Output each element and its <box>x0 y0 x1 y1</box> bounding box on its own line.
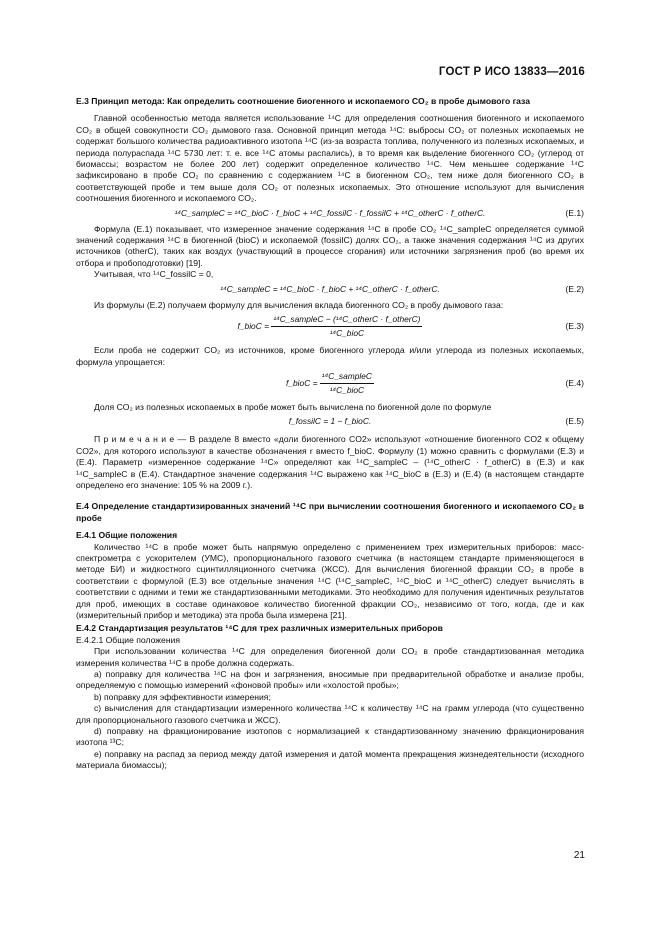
fraction-denominator: ¹⁴C_bioC <box>329 328 365 339</box>
page-number: 21 <box>573 850 585 861</box>
paragraph: Если проба не содержит CO₂ из источников, кроме биогенного углерода и/или углерода из полезных ископаемых, формула упрощается: <box>76 345 584 367</box>
paragraph: При использовании количества ¹⁴C для определения биогенной доли CO₂ в пробе стандартизованная методика измерения количества ¹⁴C в пробе должна содержать. <box>76 646 584 668</box>
equation-number: (E.2) <box>565 283 584 294</box>
equation-formula: f_fossilC = 1 − f_bioC. <box>288 416 372 427</box>
equation-formula <box>76 370 584 397</box>
section-e4-heading: E.4 Определение стандартизированных значений ¹⁴C при вычислении соотношения биогенного и ископаемого CO₂ в пробе <box>76 501 584 523</box>
fraction-numerator: ¹⁴C_sampleC <box>320 370 374 384</box>
equation-e1 <box>76 207 584 222</box>
equation-formula <box>76 313 584 340</box>
paragraph: Главной особенностью метода является использование ¹⁴C для определения соотношения биогенного и ископаемого CO₂ в общей совокупности CO₂ дымового газа. Основной принцип метода ¹⁴C: выбросы CO₂ от полезных ископаемых не содержат большого количества радиоактивного изотопа ¹⁴C (из-за возраста топлива, полученного из полезных ископаемых, и периода полураспада ¹⁴C 5730 лет: т. е. все ¹⁴C атомы распались), в то время как выделение биогенного CO₂ (углерод от биомассы; возрастом не более 200 лет) содержит определенное количество ¹⁴C. Чем меньшее содержание ¹⁴C зафиксировано в пробе CO₂ по сравнению с содержанием ¹⁴C в биогенном CO₂, тем ниже доля биогенного CO₂ в соответствующей пробе и тем выше доля CO₂ от полезных ископаемых. Это отношение используют для вычисления соотношения биогенного и ископаемого CO₂. <box>76 113 584 204</box>
standard-header: ГОСТ Р ИСО 13833—2016 <box>438 66 585 78</box>
equation-number: (E.4) <box>565 377 584 388</box>
equation-number: (E.1) <box>565 207 584 218</box>
list-item: с) вычисления для стандартизации измеренного количества ¹⁴C к количеству ¹⁴C на грамм углерода (что существенно для пропорционального газового счетчика и ЖСС). <box>76 703 584 725</box>
equation-number: (E.3) <box>565 321 584 332</box>
list-item: е) поправку на распад за период между датой измерения и датой момента прекращения жизнедеятельности (исходного материала биомассы); <box>76 748 584 771</box>
fraction <box>271 313 422 340</box>
section-e421-heading: E.4.2.1 Общие положения <box>76 634 181 645</box>
note-paragraph: П р и м е ч а н и е — В разделе 8 вместо «доли биогенного CO2» используют «отношение биогенного CO2 к общему CO2», для которого используют в качестве обозначения r вместо f_bioC. Формулу (1) можно сравнить с формулами (E.3) и (E.4). Параметр «измеренное содержание ¹⁴C» определяют как ¹⁴C_sampleC – (¹⁴C_otherC · f_otherC) в (E.3) и как ¹⁴C_sampleC в (E.4). Стандартное значение содержания ¹⁴C выражено как ¹⁴C_bioC в (E.3) и (E.4) (в настоящем стандарте определено его значение: 105 % на 2009 г.). <box>76 434 584 490</box>
list-item: а) поправку для количества ¹⁴C на фон и загрязнения, вносимые при предварительной обработке и анализе пробы, определяемую с помощью измерений «фоновой пробы» или «холостой пробы»; <box>76 669 584 691</box>
equation-number: (E.5) <box>565 416 584 427</box>
fraction-numerator: ¹⁴C_sampleC − (¹⁴C_otherC · f_otherC) <box>271 313 422 327</box>
section-e3-heading: E.3 Принцип метода: Как определить соотношение биогенного и ископаемого CO₂ в пробе дымового газа <box>76 96 530 106</box>
paragraph: Количество ¹⁴C в пробе может быть напрямую определено с применением трех измерительных приборов: масс-спектрометра с ускорителем (УМС), пропорционального газового счетчика (в настоящем стандарте применяющегося в методе БИ) и жидкостного сцинтилляционного счетчика (ЖСС). Для вычисления биогенной фракции CO₂ в пробе в соответствии с формулой (E.3) все отдельные значения ¹⁴C (¹⁴C_sampleC, ¹⁴C_bioC и ¹⁴C_otherC) следует вычислять в соответствии с одними и теми же стандартизованными методиками. Это необходимо для получения идентичных результатов для проб, имеющих в составе одинаковое количество биогенной фракции CO₂, независимо от того, когда, где и как (измерительный прибор и методика) эта проба была измерена [21]. <box>76 541 584 620</box>
list-item: b) поправку для эффективности измерения; <box>94 691 271 702</box>
section-e42-heading: E.4.2 Стандартизация результатов ¹⁴C для трех различных измерительных приборов <box>76 623 443 634</box>
equation-formula: ¹⁴C_sampleC = ¹⁴C_bioC · f_bioC + ¹⁴C_otherC · f_otherC. <box>220 283 440 294</box>
equation-lhs: f_bioC = <box>237 321 269 332</box>
paragraph: Учитывая, что ¹⁴C_fossilC = 0, <box>94 269 214 280</box>
equation-e3 <box>76 313 584 343</box>
section-e41-heading: E.4.1 Общие положения <box>76 530 178 541</box>
equation-lhs: f_bioC = <box>286 377 318 388</box>
paragraph: Из формулы (E.2) получаем формулу для вычисления вклада биогенного CO₂ в пробу дымового газа: <box>94 299 504 310</box>
paragraph: Доля CO₂ из полезных ископаемых в пробе может быть вычислена по биогенной доле по формуле <box>94 401 492 412</box>
equation-e2 <box>76 283 584 298</box>
list-item: d) поправку на фракционирование изотопов с нормализацией к стандартизованному значению фракционирования изотопа ¹³C; <box>76 726 584 748</box>
fraction <box>320 370 374 397</box>
equation-e4 <box>76 370 584 400</box>
equation-formula: ¹⁴C_sampleC = ¹⁴C_bioC · f_bioC + ¹⁴C_fossilC · f_fossilC + ¹⁴C_otherC · f_otherC. <box>174 207 486 218</box>
paragraph: Формула (E.1) показывает, что измеренное значение содержания ¹⁴C в пробе CO₂ ¹⁴C_sampleC определяется суммой значений содержания ¹⁴C в биогенной (bioC) и ископаемой (fossilC) долях CO₂, а также значения содержания ¹⁴C из других источников (otherC), таких как воздух (участвующий в процессе сгорания) или источники загрязнения проб (во время их отбора и пробоподготовки) [19]. <box>76 223 584 268</box>
equation-e5 <box>76 415 584 430</box>
page-content <box>76 94 584 772</box>
fraction-denominator: ¹⁴C_bioC <box>329 384 365 395</box>
